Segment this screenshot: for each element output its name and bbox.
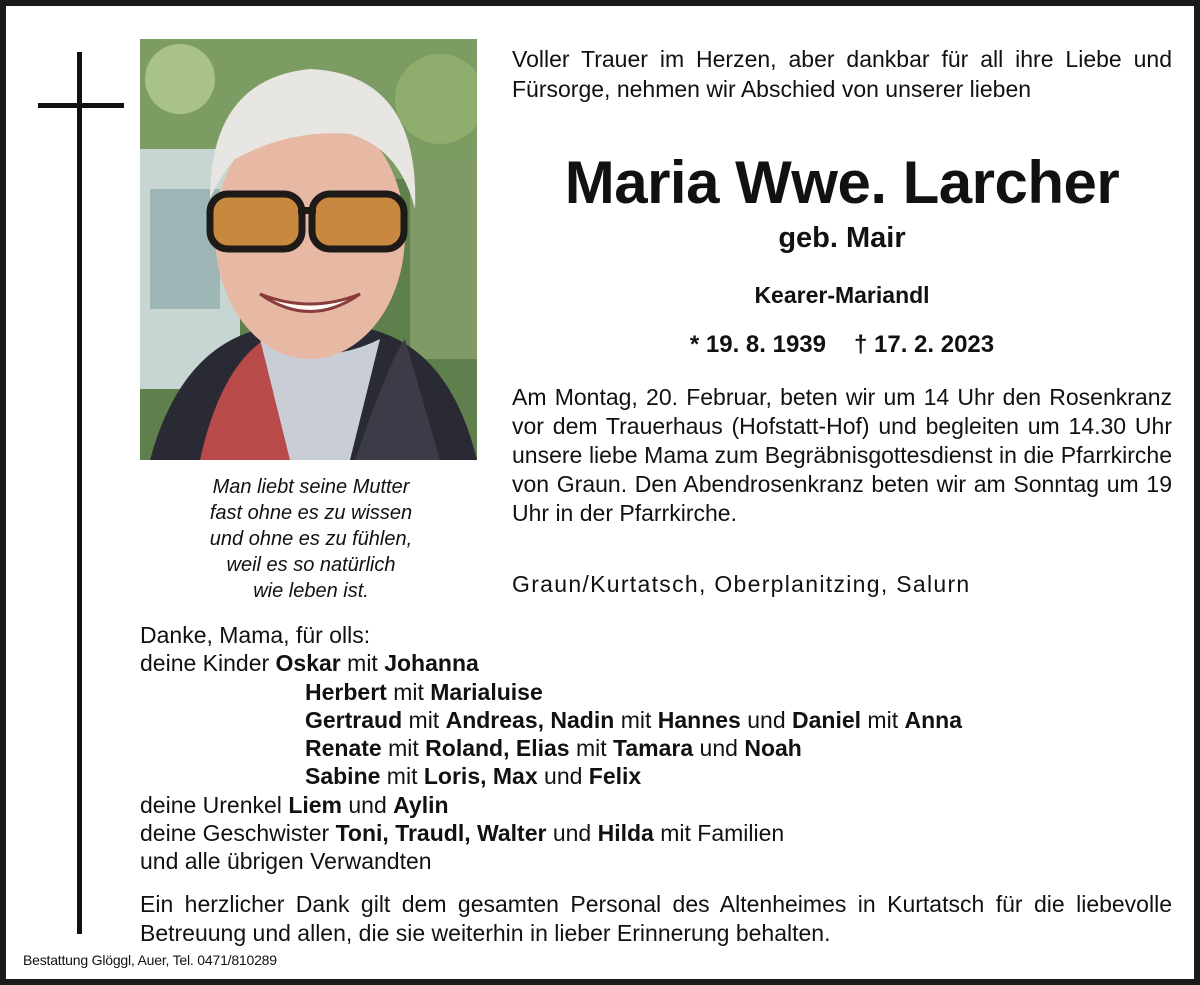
mourner-line: deine Kinder Oskar mit Johanna [140,650,479,677]
mourners-list [140,621,1160,876]
closing-thanks: Ein herzlicher Dank gilt dem gesamten Personal des Altenheimes in Kurtatsch für die liebevolle Betreuung und allen, die sie weiterhin in lieber Erinnerung behalten. [140,891,1172,946]
intro-text: Voller Trauer im Herzen, aber dankbar für all ihre Liebe und Fürsorge, nehmen wir Abschied von unserer lieben [512,46,1172,102]
birth-name: geb. Mair [778,222,906,254]
mourner-line: deine Geschwister Toni, Traudl, Walter und Hilda mit Familien [140,820,785,847]
death-date: † 17. 2. 2023 [854,331,995,358]
memorial-quote [166,474,456,604]
family-places: Graun/Kurtatsch, Oberplanitzing, Salurn [512,571,971,597]
mourner-line: Gertraud mit Andreas, Nadin mit Hannes und Daniel mit Anna [305,706,962,733]
mourner-line: Renate mit Roland, Elias mit Tamara und Noah [305,735,802,762]
deceased-name: Maria Wwe. Larcher [564,149,1120,216]
service-details: Am Montag, 20. Februar, beten wir um 14 Uhr den Rosenkranz vor dem Trauerhaus (Hofstatt-Hof) und begleiten um 14.30 Uhr unsere liebe Mama zum Begräbnisgottesdienst in die Pfarrkirche von Graun. Den Abendrosenkranz beten wir am Sonntag um 19 Uhr in der Pfarrkirche. [512,384,1172,526]
birth-date: * 19. 8. 1939 [689,331,826,358]
nickname: Kearer-Mariandl [754,282,930,308]
quote-line: weil es so natürlich [226,554,396,576]
quote-line: fast ohne es zu wissen [209,502,413,524]
mourner-line: Sabine mit Loris, Max und Felix [305,763,642,790]
mourner-line: deine Urenkel Liem und Aylin [140,791,449,818]
mourner-line: Herbert mit Marialuise [305,678,543,705]
cross-icon-bar [38,103,124,108]
portrait-photo [140,39,477,460]
quote-line: Man liebt seine Mutter [212,476,410,498]
funeral-home-credit: Bestattung Glöggl, Auer, Tel. 0471/810289 [23,952,277,968]
life-dates [512,331,1172,359]
thanks-opening: Danke, Mama, für olls: [140,622,371,648]
quote-line: und ohne es zu fühlen, [209,528,413,550]
mourner-line: und alle übrigen Verwandten [140,848,432,875]
cross-icon [77,52,82,934]
quote-line: wie leben ist. [253,580,369,602]
